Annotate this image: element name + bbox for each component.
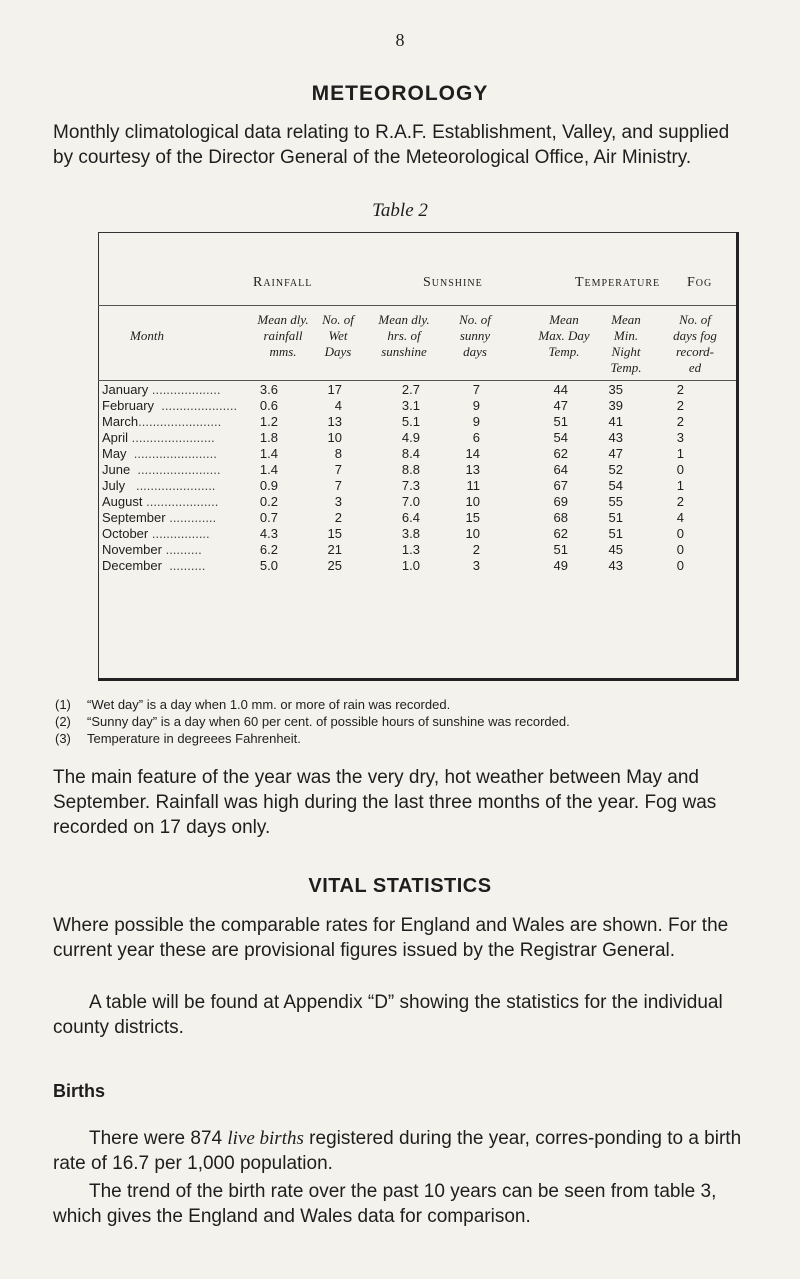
note-item	[55, 713, 755, 730]
col-header-line: record-	[675, 344, 715, 359]
intro-paragraph: Monthly climatological data relating to R.A.F. Establishment, Valley, and supplied by courtesy of the Director General of the Meteorological Office, Air Ministry.	[53, 122, 730, 168]
sunshine-cell: 5.1	[401, 414, 420, 429]
sunny-days-cell: 14	[465, 446, 480, 461]
rainfall-cell: 1.8	[259, 430, 278, 445]
sunny-days-cell: 9	[472, 414, 480, 429]
sunshine-cell: 4.9	[401, 430, 420, 445]
col-header-line: sunshine	[381, 344, 427, 359]
min-temp-cell: 43	[608, 558, 623, 573]
col-header-month	[112, 328, 182, 344]
sunny-days-cell: 3	[472, 558, 480, 573]
leader-dots: ..........	[161, 542, 202, 557]
col-header-line: Wet	[328, 328, 348, 343]
births-paragraph-1	[53, 1126, 753, 1176]
col-header-line: No. of	[322, 312, 354, 327]
month-cell	[102, 462, 221, 477]
col-header-line: Mean dly.	[257, 312, 309, 327]
wet-days-cell: 2	[334, 510, 342, 525]
max-temp-cell: 47	[553, 398, 568, 413]
fog-days-cell: 2	[676, 398, 684, 413]
note-text: “Wet day” is a day when 1.0 mm. or more of rain was recorded.	[87, 697, 451, 712]
fog-days-cell: 0	[676, 526, 684, 541]
sunshine-cell: 8.4	[401, 446, 420, 461]
month-cell	[102, 542, 200, 557]
note-number: (2)	[55, 714, 71, 729]
col-header-min-temp	[596, 312, 656, 376]
wet-days-cell: 8	[334, 446, 342, 461]
wet-days-cell: 17	[327, 382, 342, 397]
births-italic-text: live births	[227, 1128, 304, 1149]
sunshine-cell: 7.3	[401, 478, 420, 493]
col-header-line: days fog	[673, 328, 717, 343]
col-header-sunshine-hours	[366, 312, 442, 360]
max-temp-cell: 69	[553, 494, 568, 509]
month-name: October	[102, 526, 149, 541]
group-sunshine: Sunshine	[423, 275, 483, 290]
sunshine-cell: 1.0	[401, 558, 420, 573]
col-header-max-temp	[528, 312, 600, 360]
sunny-days-cell: 15	[465, 510, 480, 525]
leader-dots: ...................	[148, 382, 221, 397]
table-rule-groups	[98, 305, 736, 306]
sunshine-cell: 1.3	[401, 542, 420, 557]
col-header-line: Min.	[613, 328, 639, 343]
rainfall-cell: 3.6	[259, 382, 278, 397]
rainfall-cell: 1.4	[259, 462, 278, 477]
wet-days-cell: 13	[327, 414, 342, 429]
col-header-line: rainfall	[263, 328, 303, 343]
month-cell	[102, 510, 217, 525]
rainfall-cell: 0.7	[259, 510, 278, 525]
col-header-line: Mean dly.	[378, 312, 430, 327]
col-header-line: Temp.	[610, 360, 642, 375]
fog-days-cell: 1	[676, 446, 684, 461]
month-name: June	[102, 462, 131, 477]
col-header-line: Days	[324, 344, 352, 359]
wet-days-cell: 7	[334, 478, 342, 493]
month-name: September	[102, 510, 166, 525]
min-temp-cell: 45	[608, 542, 623, 557]
wet-days-cell: 4	[334, 398, 342, 413]
note-number: (3)	[55, 731, 71, 746]
max-temp-cell: 62	[553, 526, 568, 541]
wet-days-cell: 3	[334, 494, 342, 509]
group-rainfall: Rainfall	[253, 275, 313, 290]
col-header-line: days	[463, 344, 487, 359]
note-item	[55, 696, 755, 713]
min-temp-cell: 47	[608, 446, 623, 461]
sunshine-cell: 2.7	[401, 382, 420, 397]
col-header-line: Max. Day	[538, 328, 590, 343]
leader-dots: ................	[148, 526, 210, 541]
leader-dots: ......................	[125, 478, 216, 493]
fog-days-cell: 2	[676, 414, 684, 429]
vital-paragraph-2: A table will be found at Appendix “D” showing the statistics for the individual county districts.	[53, 992, 723, 1038]
month-name: February	[102, 398, 155, 413]
table-border-right	[736, 232, 739, 681]
sunshine-cell: 3.8	[401, 526, 420, 541]
min-temp-cell: 51	[608, 526, 623, 541]
rainfall-cell: 1.4	[259, 446, 278, 461]
col-header-line: ed	[688, 360, 702, 375]
rainfall-cell: 4.3	[259, 526, 278, 541]
rainfall-cell: 1.2	[259, 414, 278, 429]
leader-dots: ....................	[142, 494, 219, 509]
col-header-line: Night	[611, 344, 641, 359]
wet-days-cell: 7	[334, 462, 342, 477]
sunny-days-cell: 6	[472, 430, 480, 445]
sunny-days-cell: 11	[466, 478, 480, 493]
fog-days-cell: 1	[676, 478, 684, 493]
month-cell	[102, 414, 222, 429]
births-paragraph-2: The trend of the birth rate over the past 10 years can be seen from table 3, which gives the England and Wales data for comparison.	[53, 1181, 717, 1227]
month-name: November	[102, 542, 162, 557]
table-notes	[55, 696, 755, 747]
col-header-rainfall	[250, 312, 316, 360]
note-text: “Sunny day” is a day when 60 per cent. of possible hours of sunshine was recorded.	[87, 714, 570, 729]
month-name: August	[102, 494, 143, 509]
vital-paragraph-1: Where possible the comparable rates for England and Wales are shown. For the current year these are provisional figures issued by the Registrar General.	[53, 915, 729, 961]
month-name: March	[102, 414, 139, 429]
births-heading: Births	[53, 1081, 106, 1101]
min-temp-cell: 35	[608, 382, 623, 397]
max-temp-cell: 54	[553, 430, 568, 445]
births-text: There were 874	[89, 1128, 223, 1149]
table-rule-header	[98, 380, 736, 381]
min-temp-cell: 39	[608, 398, 623, 413]
page-title: METEOROLOGY	[311, 82, 489, 105]
month-cell	[102, 398, 238, 413]
col-header-wet-days	[313, 312, 363, 360]
sunshine-cell: 6.4	[401, 510, 420, 525]
month-name: April	[102, 430, 129, 445]
sunshine-cell: 8.8	[401, 462, 420, 477]
col-header-line: Temp.	[548, 344, 580, 359]
group-temperature: Temperature	[575, 275, 661, 290]
max-temp-cell: 51	[553, 414, 568, 429]
max-temp-cell: 62	[553, 446, 568, 461]
leader-dots: .......................	[130, 462, 221, 477]
month-name: July	[102, 478, 126, 493]
sunny-days-cell: 7	[472, 382, 480, 397]
wet-days-cell: 21	[327, 542, 342, 557]
col-header-line: mms.	[269, 344, 297, 359]
month-cell	[102, 446, 217, 461]
note-number: (1)	[55, 697, 71, 712]
vital-statistics-heading: VITAL STATISTICS	[308, 875, 492, 897]
month-cell	[102, 430, 215, 445]
month-name: May	[102, 446, 127, 461]
max-temp-cell: 68	[553, 510, 568, 525]
min-temp-cell: 41	[608, 414, 623, 429]
group-fog-label: Fog	[687, 275, 713, 290]
wet-days-cell: 10	[327, 430, 342, 445]
col-header-line: sunny	[459, 328, 491, 343]
col-header-line: No. of	[679, 312, 711, 327]
fog-days-cell: 4	[676, 510, 684, 525]
col-header-fog-days	[660, 312, 730, 376]
month-cell	[102, 382, 221, 397]
max-temp-cell: 44	[553, 382, 568, 397]
month-name: January	[102, 382, 149, 397]
births-text: registered during the year, corres-ponding to a birth rate of 16.7 per 1,000 population.	[53, 1128, 742, 1174]
month-cell	[102, 494, 219, 509]
sunny-days-cell: 2	[472, 542, 480, 557]
month-name: December	[102, 558, 162, 573]
col-header-month-line: Month	[130, 328, 164, 343]
col-header-line: hrs. of	[387, 328, 421, 343]
sunny-days-cell: 10	[465, 526, 480, 541]
page-number: 8	[395, 30, 405, 50]
max-temp-cell: 67	[553, 478, 568, 493]
leader-dots: .....................	[154, 398, 238, 413]
col-header-line: Mean	[549, 312, 579, 327]
col-header-line: Mean	[611, 312, 641, 327]
wet-days-cell: 15	[327, 526, 342, 541]
fog-days-cell: 2	[676, 382, 684, 397]
min-temp-cell: 51	[608, 510, 623, 525]
note-item	[55, 730, 755, 747]
fog-days-cell: 0	[676, 542, 684, 557]
rainfall-cell: 6.2	[259, 542, 278, 557]
month-cell	[102, 478, 216, 493]
table-border-bottom	[98, 678, 738, 681]
fog-days-cell: 0	[676, 558, 684, 573]
max-temp-cell: 51	[553, 542, 568, 557]
fog-days-cell: 2	[676, 494, 684, 509]
sunshine-cell: 7.0	[401, 494, 420, 509]
min-temp-cell: 43	[608, 430, 623, 445]
sunny-days-cell: 10	[465, 494, 480, 509]
leader-dots: ..........	[161, 558, 206, 573]
leader-dots: .......................	[128, 430, 215, 445]
sunny-days-cell: 13	[465, 462, 480, 477]
fog-days-cell: 0	[676, 462, 684, 477]
wet-days-cell: 25	[327, 558, 342, 573]
col-header-sunny-days	[445, 312, 505, 360]
min-temp-cell: 52	[608, 462, 623, 477]
fog-days-cell: 3	[676, 430, 684, 445]
col-header-line: No. of	[459, 312, 491, 327]
min-temp-cell: 55	[608, 494, 623, 509]
rainfall-cell: 5.0	[259, 558, 278, 573]
rainfall-cell: 0.9	[259, 478, 278, 493]
min-temp-cell: 54	[608, 478, 623, 493]
table-caption: Table 2	[372, 200, 428, 221]
leader-dots: .............	[165, 510, 217, 525]
leader-dots: .......................	[138, 414, 222, 429]
sunshine-cell: 3.1	[401, 398, 420, 413]
rainfall-cell: 0.2	[259, 494, 278, 509]
sunny-days-cell: 9	[472, 398, 480, 413]
max-temp-cell: 49	[553, 558, 568, 573]
rainfall-cell: 0.6	[259, 398, 278, 413]
leader-dots: .......................	[126, 446, 217, 461]
month-cell	[102, 526, 210, 541]
summary-paragraph: The main feature of the year was the very dry, hot weather between May and September. Rainfall was high during the last three months of the year. Fog was recorded on 17 days only.	[53, 767, 717, 838]
month-cell	[102, 558, 206, 573]
max-temp-cell: 64	[553, 462, 568, 477]
note-text: Temperature in degreees Fahrenheit.	[87, 731, 301, 746]
